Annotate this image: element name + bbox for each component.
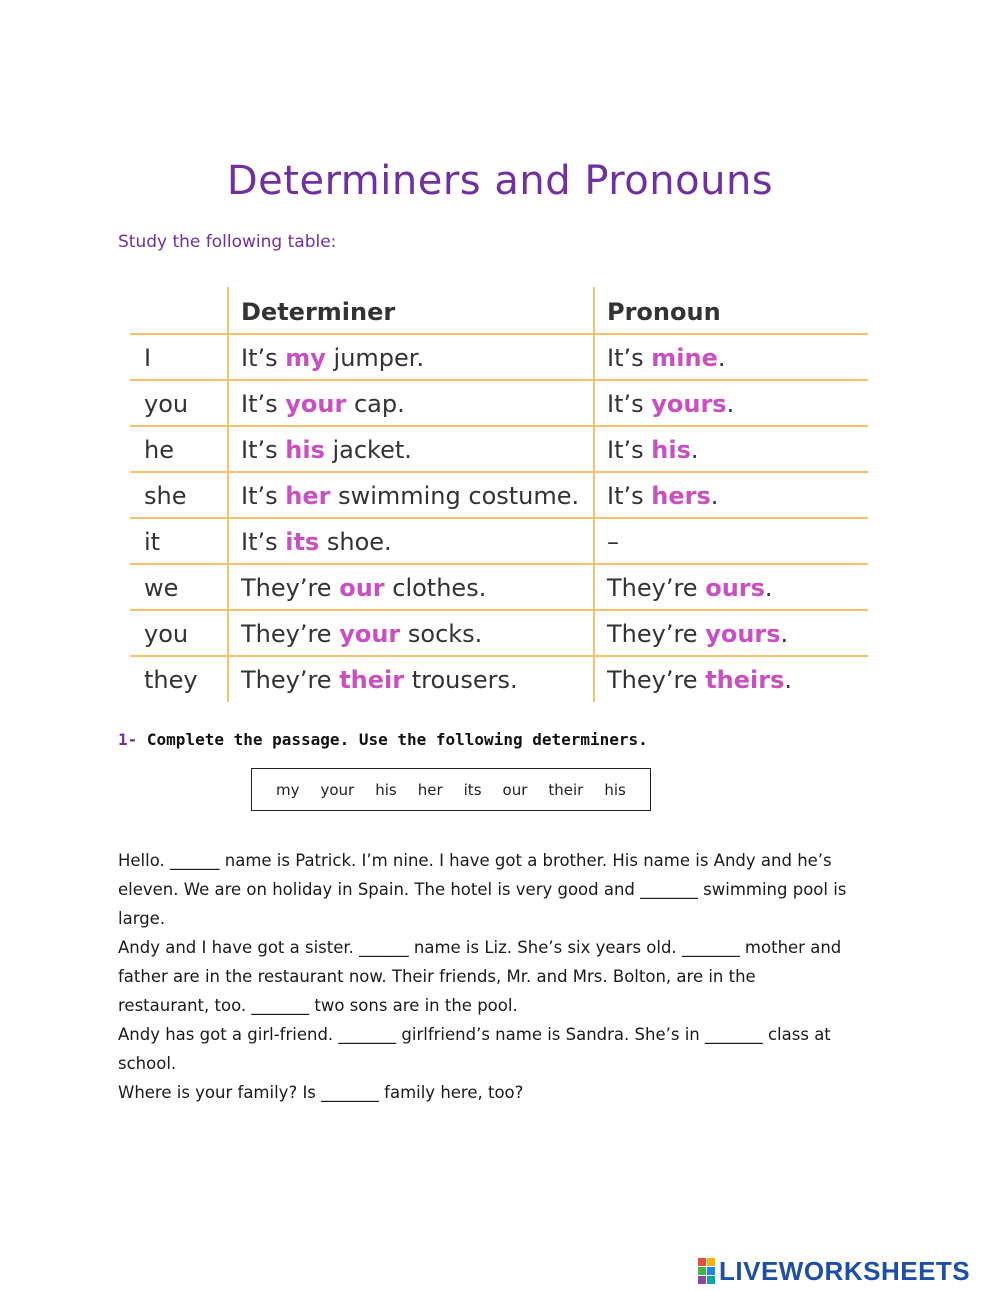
determiner-cell: It’s his jacket. [241, 436, 412, 464]
determiner-cell: It’s my jumper. [241, 344, 425, 372]
table-row [130, 609, 868, 657]
word-bank-item: their [548, 780, 584, 799]
passage-line: Where is your family? Is _______ family here, too? [118, 1083, 524, 1102]
exercise-number: 1- [118, 730, 138, 749]
passage-line: eleven. We are on holiday in Spain. The hotel is very good and _______ swimming pool is [118, 880, 847, 899]
pronoun-cell: It’s his. [607, 436, 699, 464]
word-bank-item: my [276, 780, 300, 799]
table-row [130, 655, 868, 701]
table-header-row [130, 287, 868, 335]
passage-line: Andy has got a girl-friend. _______ girlfriend’s name is Sandra. She’s in _______ class at [118, 1025, 831, 1044]
word-bank-item: his [375, 780, 397, 799]
exercise-instruction [118, 730, 648, 749]
word-bank-item: our [502, 780, 528, 799]
logo-icon [698, 1258, 715, 1284]
passage-line: large. [118, 909, 166, 928]
table-row [130, 517, 868, 565]
determiner-cell: They’re their trousers. [241, 666, 518, 694]
pronoun-cell: They’re theirs. [607, 666, 793, 694]
subject-cell: she [144, 482, 187, 510]
passage [118, 846, 878, 1107]
word-bank-item: her [417, 780, 443, 799]
pronoun-header: Pronoun [607, 298, 721, 326]
passage-line: Hello. ______ name is Patrick. I’m nine. I have got a brother. His name is Andy and he’s [118, 851, 832, 870]
word-bank-item: its [463, 780, 482, 799]
subject-cell: we [144, 574, 179, 602]
determiner-header: Determiner [241, 298, 396, 326]
pronoun-cell: It’s yours. [607, 390, 735, 418]
table-row [130, 333, 868, 381]
determiner-cell: It’s her swimming costume. [241, 482, 580, 510]
passage-line: school. [118, 1054, 177, 1073]
determiner-cell: They’re your socks. [241, 620, 483, 648]
determiner-cell: It’s your cap. [241, 390, 405, 418]
table-row [130, 425, 868, 473]
pronoun-cell: They’re yours. [607, 620, 789, 648]
pronoun-cell: – [607, 528, 619, 556]
pronoun-cell: It’s mine. [607, 344, 726, 372]
subject-cell: they [144, 666, 198, 694]
table-row [130, 379, 868, 427]
subject-cell: you [144, 620, 189, 648]
logo-text: LIVEWORKSHEETS [719, 1255, 971, 1286]
passage-line: restaurant, too. _______ two sons are in the pool. [118, 996, 518, 1015]
subject-cell: you [144, 390, 189, 418]
word-bank-item: your [320, 780, 355, 799]
subject-cell: I [144, 344, 152, 372]
page-title: Determiners and Pronouns [226, 158, 774, 204]
determiner-cell: It’s its shoe. [241, 528, 392, 556]
subject-cell: it [144, 528, 161, 556]
table-row [130, 563, 868, 611]
instruction-text: Complete the passage. Use the following determiners. [146, 730, 648, 749]
word-bank [251, 768, 651, 811]
passage-line: father are in the restaurant now. Their friends, Mr. and Mrs. Bolton, are in the [118, 967, 756, 986]
passage-line: Andy and I have got a sister. ______ name is Liz. She’s six years old. _______ mother and [118, 938, 842, 957]
word-bank-item: his [604, 780, 626, 799]
pronoun-cell: They’re ours. [607, 574, 773, 602]
subtitle: Study the following table: [118, 232, 337, 252]
subject-cell: he [144, 436, 174, 464]
liveworksheets-logo [698, 1256, 970, 1286]
pronoun-cell: It’s hers. [607, 482, 719, 510]
table-row [130, 471, 868, 519]
determiner-cell: They’re our clothes. [241, 574, 487, 602]
